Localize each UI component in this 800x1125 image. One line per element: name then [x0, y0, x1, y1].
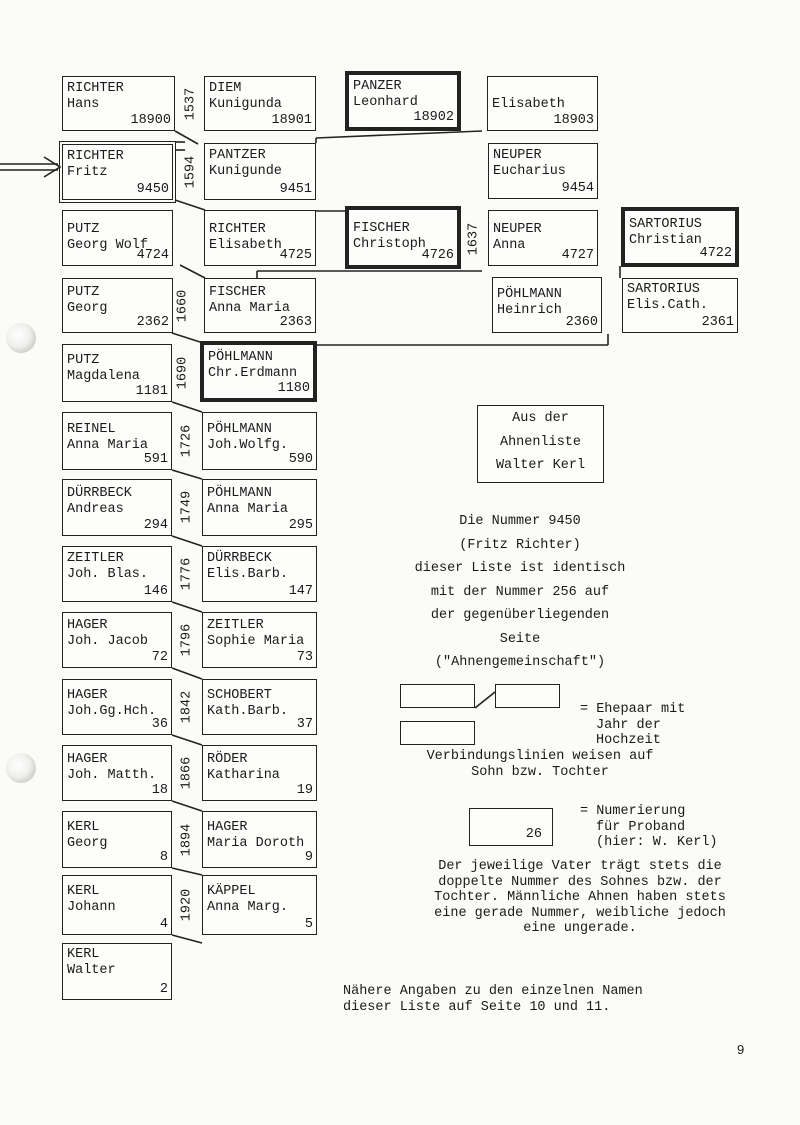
person-box-2360: [492, 277, 602, 333]
note-line: Die Nummer 9450: [459, 514, 581, 529]
ahnen-number: 4724: [136, 248, 169, 263]
ahnen-number: 19: [296, 783, 313, 798]
given-name: Kunigunde: [209, 164, 282, 179]
given-name: Kath.Barb.: [207, 704, 289, 719]
ahnen-number: 9454: [561, 181, 594, 196]
ahnen-number: 295: [288, 518, 313, 533]
legend-couple-box-left: [400, 684, 475, 708]
person-box-18903: [487, 76, 598, 131]
surname: FISCHER: [209, 285, 266, 300]
legend-lines-text: [405, 749, 675, 780]
given-name: Walter: [67, 963, 116, 978]
surname: PUTZ: [67, 222, 100, 237]
surname: ZEITLER: [67, 551, 124, 566]
person-box-4724: [62, 210, 173, 266]
identity-note: [370, 510, 670, 675]
ahnen-number: 9450: [136, 182, 169, 197]
legend-sample-number: 26: [525, 827, 542, 842]
source-line: Aus der: [512, 411, 569, 426]
marriage-year: 1796: [179, 623, 195, 657]
person-box-1180: [200, 341, 317, 402]
surname: RICHTER: [209, 222, 266, 237]
legend-couple-text: [580, 702, 685, 749]
surname: PANTZER: [209, 148, 266, 163]
given-name: Georg: [67, 301, 108, 316]
note-line: Tochter. Männliche Ahnen haben stets: [434, 890, 726, 905]
person-box-19: [202, 745, 317, 801]
surname: SARTORIUS: [627, 282, 700, 297]
ahnen-number: 146: [143, 584, 168, 599]
ahnen-number: 4: [159, 917, 168, 932]
note-line: dieser Liste ist identisch: [414, 561, 626, 576]
surname: KERL: [67, 947, 100, 962]
given-name: Joh. Blas.: [67, 567, 149, 582]
marriage-year: 1842: [179, 690, 195, 724]
ahnen-number: 18: [151, 783, 168, 798]
legend-line: Jahr der: [596, 717, 661, 733]
ahnen-number: 4726: [421, 248, 454, 263]
marriage-year: 1637: [466, 222, 482, 256]
ahnen-number: 5: [304, 917, 313, 932]
person-box-18900: [62, 76, 175, 131]
person-box-18902: [345, 71, 461, 131]
given-name: Chr.Erdmann: [208, 366, 298, 381]
person-box-72: [62, 612, 172, 668]
marriage-year: 1749: [179, 490, 195, 524]
surname: NEUPER: [493, 222, 542, 237]
person-box-295: [202, 479, 317, 536]
ahnen-number: 294: [143, 518, 168, 533]
surname: PANZER: [353, 79, 402, 94]
ahnen-number: 2362: [136, 315, 169, 330]
ahnen-number: 18902: [413, 110, 454, 125]
given-name: Heinrich: [497, 303, 562, 318]
person-box-4: [62, 875, 172, 935]
page-number: 9: [737, 1042, 745, 1057]
ahnen-number: 18900: [130, 113, 171, 128]
surname: FISCHER: [353, 221, 410, 236]
person-box-1181: [62, 344, 172, 402]
footer-note: [343, 984, 643, 1015]
note-line: (Fritz Richter): [459, 537, 581, 553]
ahnen-number: 4725: [279, 248, 312, 263]
surname: HAGER: [67, 688, 108, 703]
legend-number-box: [469, 808, 553, 846]
note-line: der gegenüberliegenden: [430, 608, 610, 623]
ahnen-number: 36: [151, 717, 168, 732]
ahnen-number: 4722: [699, 246, 732, 261]
note-line: ("Ahnengemeinschaft"): [434, 655, 606, 670]
person-box-9454: [488, 143, 598, 199]
person-box-2363: [204, 278, 316, 333]
person-box-4726: [345, 206, 461, 269]
given-name: Anna Maria: [67, 438, 149, 453]
ahnen-number: 9451: [279, 182, 312, 197]
person-box-2361: [622, 278, 738, 333]
ahnen-number: 9: [304, 850, 313, 865]
person-box-37: [202, 679, 317, 735]
surname: REINEL: [67, 422, 116, 437]
ahnen-number: 147: [288, 584, 313, 599]
ahnen-number: 73: [296, 650, 313, 665]
given-name: Johann: [67, 900, 116, 915]
ahnen-number: 2363: [279, 315, 312, 330]
note-line: mit der Nummer 256 auf: [430, 584, 610, 600]
legend-number-text: [580, 804, 718, 851]
legend-child-box: [400, 721, 475, 745]
note-line: eine gerade Nummer, weibliche jedoch: [434, 905, 726, 921]
surname: PÖHLMANN: [207, 422, 272, 437]
surname: KERL: [67, 820, 100, 835]
surname: RICHTER: [67, 81, 124, 96]
person-box-18: [62, 745, 172, 801]
ahnen-number: 4727: [561, 248, 594, 263]
given-name: Georg: [67, 836, 108, 851]
person-box-4722: [621, 207, 739, 267]
person-box-146: [62, 546, 172, 602]
note-line: Nähere Angaben zu den einzelnen Namen: [343, 984, 643, 999]
given-name: Sophie Maria: [207, 634, 305, 649]
given-name: Magdalena: [67, 369, 140, 384]
ahnen-number: 591: [143, 452, 168, 467]
note-line: dieser Liste auf Seite 10 und 11.: [343, 999, 611, 1015]
ahnen-number: 18901: [271, 113, 312, 128]
given-name: Leonhard: [353, 95, 418, 110]
marriage-year: 1726: [179, 424, 195, 458]
legend-couple-box-right: [495, 684, 560, 708]
person-box-9450: [62, 144, 173, 200]
given-name: Christian: [629, 233, 702, 248]
note-line: Der jeweilige Vater trägt stets die: [438, 859, 722, 874]
given-name: Eucharius: [493, 164, 566, 179]
surname: HAGER: [67, 752, 108, 767]
person-box-4725: [204, 210, 316, 266]
marriage-year: 1660: [175, 289, 191, 323]
surname: PUTZ: [67, 353, 100, 368]
surname: DÜRRBECK: [207, 551, 272, 566]
marriage-year: 1894: [179, 823, 195, 857]
surname: RICHTER: [67, 149, 124, 164]
surname: PÖHLMANN: [207, 486, 272, 501]
given-name: Elisabeth: [492, 97, 565, 112]
given-name: Joh.Gg.Hch.: [67, 704, 157, 719]
marriage-year: 1920: [179, 888, 195, 922]
given-name: Georg Wolf: [67, 238, 149, 253]
given-name: Joh. Matth.: [67, 768, 157, 783]
surname: PUTZ: [67, 285, 100, 300]
person-box-36: [62, 679, 172, 735]
legend-line: Hochzeit: [596, 733, 661, 748]
source-line: Walter Kerl: [495, 458, 586, 473]
person-box-2362: [62, 278, 173, 333]
surname: ZEITLER: [207, 618, 264, 633]
ahnen-number: 2360: [565, 315, 598, 330]
marriage-year: 1690: [175, 356, 191, 390]
source-box: [477, 405, 604, 483]
person-box-591: [62, 412, 172, 470]
ahnen-number: 8: [159, 850, 168, 865]
person-box-9: [202, 811, 317, 868]
surname: HAGER: [67, 618, 108, 633]
person-box-294: [62, 479, 172, 536]
legend-line: Sohn bzw. Tochter: [471, 764, 609, 780]
legend-line: für Proband: [596, 819, 686, 835]
person-box-5: [202, 875, 317, 935]
person-box-2: [62, 943, 172, 1000]
legend-line: (hier: W. Kerl): [596, 835, 718, 850]
marriage-year: 1594: [183, 155, 199, 189]
numbering-note: [400, 859, 760, 937]
marriage-year: 1537: [183, 87, 199, 121]
given-name: Anna Maria: [207, 502, 289, 517]
given-name: Maria Doroth: [207, 836, 305, 851]
given-name: Andreas: [67, 502, 124, 517]
given-name: Joh.Wolfg.: [207, 438, 289, 453]
surname: PÖHLMANN: [208, 350, 273, 365]
surname: PÖHLMANN: [497, 287, 562, 302]
ahnen-number: 72: [151, 650, 168, 665]
person-box-4727: [488, 210, 598, 266]
legend-line: = Ehepaar mit: [580, 702, 686, 717]
ahnen-number: 37: [296, 717, 313, 732]
person-box-8: [62, 811, 172, 868]
note-line: Seite: [499, 631, 541, 647]
person-box-147: [202, 546, 317, 602]
given-name: Joh. Jacob: [67, 634, 149, 649]
surname: DÜRRBECK: [67, 486, 132, 501]
note-line: doppelte Nummer des Sohnes bzw. der: [438, 874, 722, 890]
ahnen-number: 2: [159, 982, 168, 997]
surname: DIEM: [209, 81, 242, 96]
person-box-9451: [204, 143, 316, 200]
surname: NEUPER: [493, 148, 542, 163]
given-name: Kunigunda: [209, 97, 282, 112]
surname: HAGER: [207, 820, 248, 835]
ahnen-number: 18903: [553, 113, 594, 128]
legend-line: Verbindungslinien weisen auf: [426, 749, 654, 764]
given-name: Anna Maria: [209, 301, 291, 316]
given-name: Elis.Barb.: [207, 567, 289, 582]
surname: SCHOBERT: [207, 688, 272, 703]
surname: KERL: [67, 884, 100, 899]
given-name: Christoph: [353, 237, 426, 252]
person-box-18901: [204, 76, 316, 131]
given-name: Elis.Cath.: [627, 298, 709, 313]
ahnen-number: 2361: [701, 315, 734, 330]
given-name: Elisabeth: [209, 238, 282, 253]
surname: SARTORIUS: [629, 217, 702, 232]
given-name: Anna Marg.: [207, 900, 289, 915]
given-name: Anna: [493, 238, 526, 253]
person-box-590: [202, 412, 317, 470]
marriage-year: 1866: [179, 756, 195, 790]
given-name: Katharina: [207, 768, 280, 783]
ahnen-number: 1181: [135, 384, 168, 399]
surname: KÄPPEL: [207, 884, 256, 899]
ahnen-number: 1180: [277, 381, 310, 396]
surname: RÖDER: [207, 752, 248, 767]
ahnen-number: 590: [288, 452, 313, 467]
given-name: Fritz: [67, 165, 108, 180]
given-name: Hans: [67, 97, 100, 112]
source-line: Ahnenliste: [499, 434, 581, 450]
marriage-year: 1776: [179, 557, 195, 591]
note-line: eine ungerade.: [523, 921, 637, 936]
legend-line: = Numerierung: [580, 804, 686, 819]
person-box-73: [202, 612, 317, 668]
